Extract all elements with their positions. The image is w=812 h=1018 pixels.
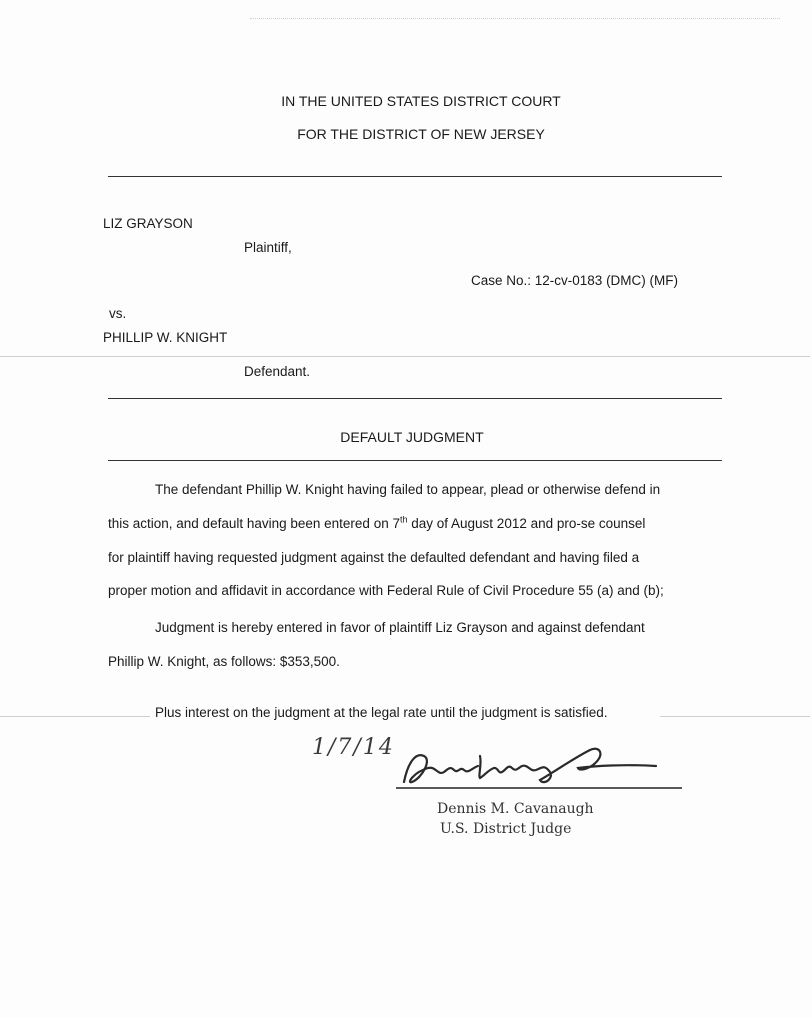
divider-top: [108, 176, 722, 177]
paragraph1-line4: proper motion and affidavit in accordance with Federal Rule of Civil Procedure 55 (a) and (b);: [108, 583, 664, 598]
judge-title: U.S. District Judge: [440, 821, 572, 837]
defendant-role: Defendant.: [244, 364, 311, 379]
court-heading-line1: IN THE UNITED STATES DISTRICT COURT: [281, 93, 561, 109]
judge-name: Dennis M. Cavanaugh: [437, 801, 594, 817]
plaintiff-name: LIZ GRAYSON: [103, 216, 193, 231]
document-title: DEFAULT JUDGMENT: [340, 429, 484, 445]
paragraph1-line3: for plaintiff having requested judgment against the defaulted defendant and having filed a: [108, 550, 640, 565]
paragraph2-line2: Phillip W. Knight, as follows: $353,500.: [108, 654, 340, 669]
divider-title: [108, 460, 722, 461]
scan-fold-line: [0, 356, 810, 357]
judge-signature: [394, 742, 684, 794]
paragraph1-line2-start: this action, and default having been entered on 7: [108, 516, 400, 531]
ordinal-suffix: th: [399, 514, 408, 525]
case-number: Case No.: 12-cv-0183 (DMC) (MF): [471, 273, 679, 288]
versus-label: vs.: [109, 306, 127, 321]
paragraph2-line1: Judgment is hereby entered in favor of plaintiff Liz Grayson and against defendant: [155, 620, 645, 635]
paragraph1-line2-end: day of August 2012 and pro-se counsel: [407, 516, 646, 531]
divider-middle: [108, 398, 722, 399]
paragraph1-line2: [108, 516, 722, 531]
scan-fold-line-left: [0, 716, 150, 717]
court-heading-line2: FOR THE DISTRICT OF NEW JERSEY: [297, 126, 545, 142]
plaintiff-role: Plaintiff,: [244, 240, 292, 255]
paragraph3: Plus interest on the judgment at the legal rate until the judgment is satisfied.: [155, 705, 608, 720]
paragraph1-line1: The defendant Phillip W. Knight having failed to appear, plead or otherwise defend in: [155, 482, 661, 497]
signature-date: 1/7/14: [312, 735, 395, 760]
defendant-name: PHILLIP W. KNIGHT: [103, 330, 228, 345]
scan-artifact: [250, 18, 780, 21]
